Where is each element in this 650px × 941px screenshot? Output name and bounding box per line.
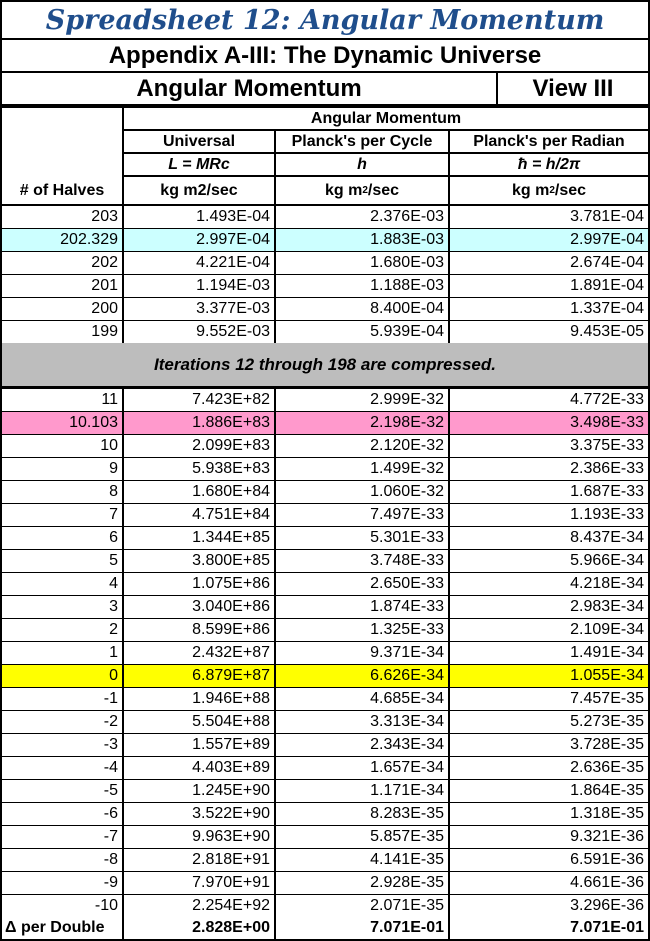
cell-halves: 203 — [2, 206, 122, 228]
halves-header: # of Halves — [2, 108, 122, 204]
cell-planck-radian: 1.318E-35 — [450, 803, 648, 825]
column-name-universal: Universal — [124, 131, 274, 152]
cell-planck-radian: 6.591E-36 — [450, 849, 648, 871]
unit-suffix: /sec — [367, 181, 400, 199]
cell-halves: 200 — [2, 298, 122, 320]
cell-planck-cycle: 5.857E-35 — [276, 826, 448, 848]
cell-halves: -8 — [2, 849, 122, 871]
cell-universal: 5.504E+88 — [124, 711, 274, 733]
cell-planck-radian: 3.728E-35 — [450, 734, 648, 756]
cell-planck-cycle: 1.060E-32 — [276, 481, 448, 503]
cell-planck-cycle: 1.325E-33 — [276, 619, 448, 641]
cell-halves: 199 — [2, 321, 122, 343]
cell-universal: 2.997E-04 — [124, 229, 274, 251]
cell-halves: -3 — [2, 734, 122, 756]
cell-halves: -10 — [2, 895, 122, 917]
cell-planck-radian: 7.457E-35 — [450, 688, 648, 710]
cell-planck-cycle: 5.301E-33 — [276, 527, 448, 549]
cell-universal: 4.403E+89 — [124, 757, 274, 779]
cell-planck-radian: 2.636E-35 — [450, 757, 648, 779]
cell-halves: 4 — [2, 573, 122, 595]
cell-halves: 11 — [2, 389, 122, 411]
cell-planck-radian: 4.218E-34 — [450, 573, 648, 595]
cell-planck-cycle: 2.120E-32 — [276, 435, 448, 457]
cell-planck-radian: 2.386E-33 — [450, 458, 648, 480]
cell-halves: -7 — [2, 826, 122, 848]
cell-planck-cycle: 4.685E-34 — [276, 688, 448, 710]
cell-halves: 10 — [2, 435, 122, 457]
cell-halves: 202 — [2, 252, 122, 274]
cell-planck-cycle: 2.376E-03 — [276, 206, 448, 228]
column-unit-universal: kg m2/sec — [124, 177, 274, 204]
page-title: Spreadsheet 12: Angular Momentum — [2, 2, 648, 38]
cell-planck-cycle: 3.313E-34 — [276, 711, 448, 733]
cell-universal: 3.800E+85 — [124, 550, 274, 572]
cell-universal: 3.377E-03 — [124, 298, 274, 320]
cell-planck-radian: 3.498E-33 — [450, 412, 648, 434]
cell-planck-radian: 4.772E-33 — [450, 389, 648, 411]
section-title: Angular Momentum — [2, 73, 496, 104]
cell-halves: -5 — [2, 780, 122, 802]
cell-universal: 7.970E+91 — [124, 872, 274, 894]
cell-planck-radian: 5.966E-34 — [450, 550, 648, 572]
cell-universal: 2.432E+87 — [124, 642, 274, 664]
cell-planck-cycle: 8.283E-35 — [276, 803, 448, 825]
cell-universal: 1.946E+88 — [124, 688, 274, 710]
cell-planck-cycle: 9.371E-34 — [276, 642, 448, 664]
cell-planck-radian: 1.687E-33 — [450, 481, 648, 503]
cell-planck-cycle: 1.499E-32 — [276, 458, 448, 480]
cell-planck-radian: 9.453E-05 — [450, 321, 648, 343]
cell-planck-cycle: 2.071E-35 — [276, 895, 448, 917]
cell-planck-cycle: 8.400E-04 — [276, 298, 448, 320]
cell-halves: -4 — [2, 757, 122, 779]
unit-base: kg m — [324, 181, 363, 199]
cell-planck-radian: 1.337E-04 — [450, 298, 648, 320]
cell-universal: 7.423E+82 — [124, 389, 274, 411]
group-header: Angular Momentum — [124, 108, 648, 129]
cell-universal: 1.493E-04 — [124, 206, 274, 228]
cell-universal: 9.552E-03 — [124, 321, 274, 343]
cell-halves: 2 — [2, 619, 122, 641]
cell-universal: 2.254E+92 — [124, 895, 274, 917]
column-formula-planck-cycle: h — [276, 154, 448, 175]
cell-universal: 1.680E+84 — [124, 481, 274, 503]
cell-planck-cycle: 1.680E-03 — [276, 252, 448, 274]
cell-universal: 4.221E-04 — [124, 252, 274, 274]
cell-planck-cycle: 2.928E-35 — [276, 872, 448, 894]
cell-universal: 1.245E+90 — [124, 780, 274, 802]
cell-universal: 1.557E+89 — [124, 734, 274, 756]
cell-planck-radian: 2.109E-34 — [450, 619, 648, 641]
cell-planck-cycle: 6.626E-34 — [276, 665, 448, 687]
cell-halves: 8 — [2, 481, 122, 503]
cell-planck-radian: 4.661E-36 — [450, 872, 648, 894]
cell-planck-cycle: 2.999E-32 — [276, 389, 448, 411]
cell-planck-cycle: 1.883E-03 — [276, 229, 448, 251]
cell-planck-cycle: 7.497E-33 — [276, 504, 448, 526]
cell-planck-radian: 3.781E-04 — [450, 206, 648, 228]
cell-planck-radian: 1.891E-04 — [450, 275, 648, 297]
cell-planck-cycle: 2.650E-33 — [276, 573, 448, 595]
cell-halves: -6 — [2, 803, 122, 825]
footer-label: Δ per Double — [2, 917, 122, 939]
cell-universal: 1.886E+83 — [124, 412, 274, 434]
cell-halves: 9 — [2, 458, 122, 480]
cell-planck-cycle: 1.657E-34 — [276, 757, 448, 779]
cell-planck-cycle: 5.939E-04 — [276, 321, 448, 343]
cell-planck-cycle: 3.748E-33 — [276, 550, 448, 572]
cell-halves: -9 — [2, 872, 122, 894]
cell-planck-cycle: 1.188E-03 — [276, 275, 448, 297]
cell-halves: 5 — [2, 550, 122, 572]
cell-planck-cycle: 2.198E-32 — [276, 412, 448, 434]
view-label: View III — [498, 73, 648, 104]
cell-halves: -2 — [2, 711, 122, 733]
cell-universal: 1.194E-03 — [124, 275, 274, 297]
cell-planck-radian: 1.491E-34 — [450, 642, 648, 664]
cell-halves: 3 — [2, 596, 122, 618]
cell-planck-radian: 3.296E-36 — [450, 895, 648, 917]
section-header — [2, 73, 648, 104]
column-name-planck-radian: Planck's per Radian — [450, 131, 648, 152]
footer-planck-radian: 7.071E-01 — [450, 917, 648, 939]
cell-universal: 1.075E+86 — [124, 573, 274, 595]
cell-planck-radian: 1.864E-35 — [450, 780, 648, 802]
cell-halves: 0 — [2, 665, 122, 687]
cell-planck-radian: 3.375E-33 — [450, 435, 648, 457]
cell-universal: 1.344E+85 — [124, 527, 274, 549]
cell-planck-cycle: 1.874E-33 — [276, 596, 448, 618]
cell-planck-radian: 1.055E-34 — [450, 665, 648, 687]
cell-halves: 202.329 — [2, 229, 122, 251]
cell-halves: 6 — [2, 527, 122, 549]
cell-halves: -1 — [2, 688, 122, 710]
cell-planck-radian: 5.273E-35 — [450, 711, 648, 733]
column-unit-planck-radian: kg m 2 /sec — [450, 177, 648, 204]
column-formula-planck-radian: ħ = h/2π — [450, 154, 648, 175]
cell-universal: 8.599E+86 — [124, 619, 274, 641]
appendix-title: Appendix A-III: The Dynamic Universe — [2, 40, 648, 71]
footer-planck-cycle: 7.071E-01 — [276, 917, 448, 939]
cell-planck-radian: 2.674E-04 — [450, 252, 648, 274]
cell-planck-radian: 9.321E-36 — [450, 826, 648, 848]
cell-halves: 7 — [2, 504, 122, 526]
cell-universal: 4.751E+84 — [124, 504, 274, 526]
cell-planck-radian: 2.997E-04 — [450, 229, 648, 251]
column-unit-planck-cycle: kg m 2 /sec — [276, 177, 448, 204]
cell-planck-radian: 8.437E-34 — [450, 527, 648, 549]
cell-halves: 201 — [2, 275, 122, 297]
cell-universal: 5.938E+83 — [124, 458, 274, 480]
cell-halves: 1 — [2, 642, 122, 664]
cell-universal: 3.522E+90 — [124, 803, 274, 825]
unit-suffix: /sec — [554, 181, 587, 199]
column-formula-universal: L = MRc — [124, 154, 274, 175]
cell-universal: 2.099E+83 — [124, 435, 274, 457]
cell-universal: 2.818E+91 — [124, 849, 274, 871]
cell-planck-radian: 1.193E-33 — [450, 504, 648, 526]
unit-base: kg m — [511, 181, 550, 199]
footer-universal: 2.828E+00 — [124, 917, 274, 939]
cell-halves: 10.103 — [2, 412, 122, 434]
cell-planck-cycle: 2.343E-34 — [276, 734, 448, 756]
column-name-planck-cycle: Planck's per Cycle — [276, 131, 448, 152]
cell-universal: 3.040E+86 — [124, 596, 274, 618]
cell-planck-radian: 2.983E-34 — [450, 596, 648, 618]
cell-planck-cycle: 1.171E-34 — [276, 780, 448, 802]
cell-planck-cycle: 4.141E-35 — [276, 849, 448, 871]
cell-universal: 6.879E+87 — [124, 665, 274, 687]
compressed-note: Iterations 12 through 198 are compressed. — [2, 343, 648, 386]
cell-universal: 9.963E+90 — [124, 826, 274, 848]
